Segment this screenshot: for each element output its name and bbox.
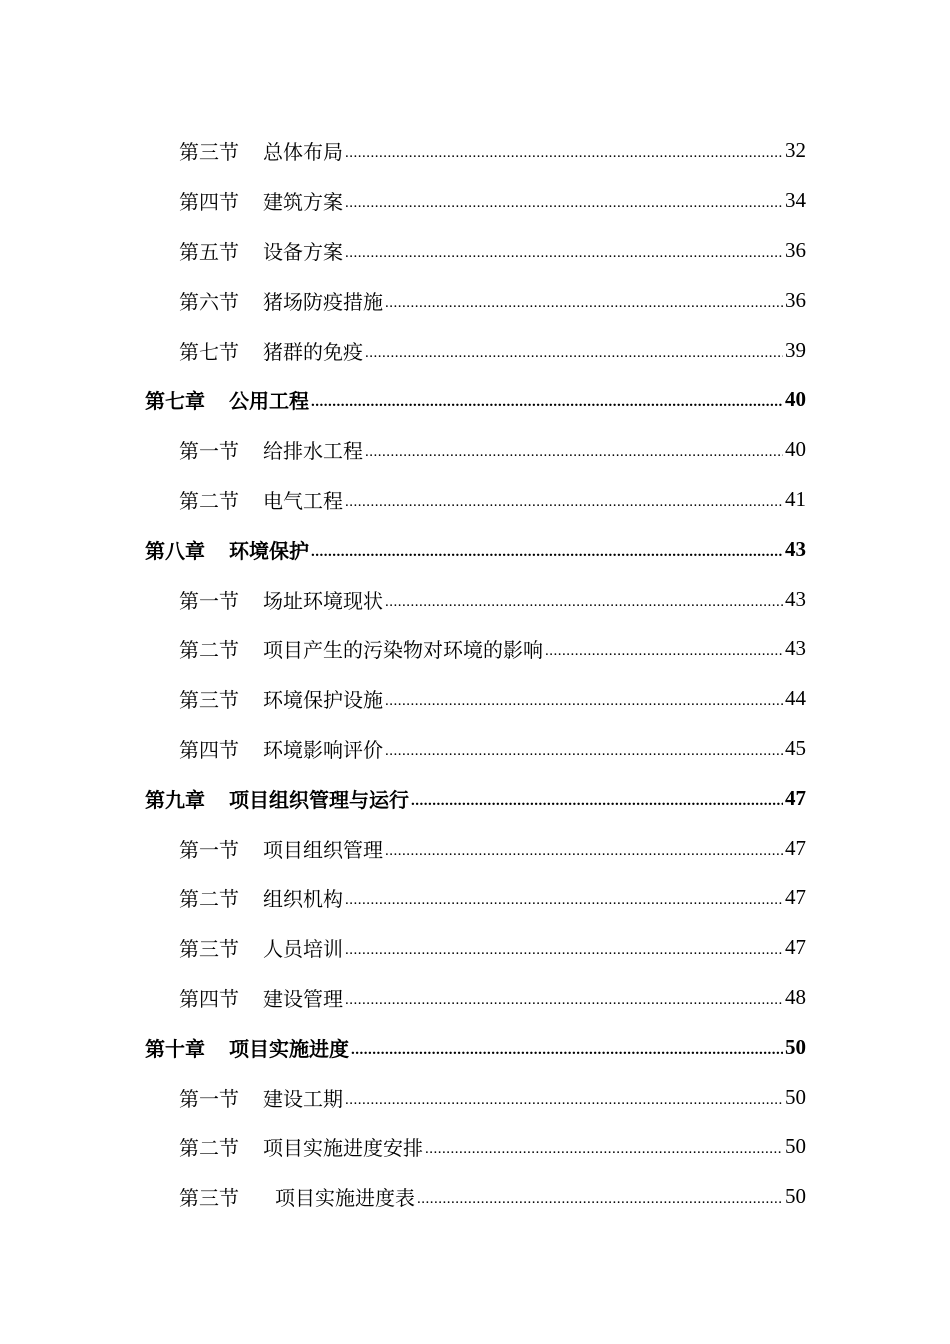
table-of-contents — [0, 126, 950, 1222]
toc-page-number: 50 — [785, 1134, 806, 1159]
toc-number: 第八章 — [145, 538, 205, 563]
toc-page-number: 47 — [785, 885, 806, 910]
toc-entry[interactable] — [0, 923, 806, 973]
toc-chapter-entry[interactable] — [0, 375, 806, 425]
toc-entry[interactable] — [0, 126, 806, 176]
toc-entry[interactable] — [0, 176, 806, 226]
toc-page-number: 40 — [785, 387, 806, 412]
toc-number: 第二节 — [179, 638, 239, 663]
toc-page-number: 50 — [785, 1084, 806, 1109]
toc-number: 第四节 — [179, 737, 239, 762]
dot-leader — [345, 245, 783, 262]
toc-title: 项目实施进度安排 — [263, 1136, 423, 1161]
toc-title: 电气工程 — [263, 488, 343, 513]
toc-page-number: 47 — [785, 835, 806, 860]
toc-page-number: 43 — [785, 636, 806, 661]
toc-number: 第四节 — [179, 190, 239, 215]
toc-entry[interactable] — [0, 973, 806, 1023]
toc-entry[interactable] — [0, 674, 806, 724]
toc-entry[interactable] — [0, 724, 806, 774]
toc-number: 第一节 — [179, 1086, 239, 1111]
dot-leader — [311, 544, 783, 561]
toc-title: 总体布局 — [263, 140, 343, 165]
toc-title: 建设工期 — [263, 1086, 343, 1111]
dot-leader — [385, 743, 783, 760]
toc-chapter-entry[interactable] — [0, 1022, 806, 1072]
toc-title: 组织机构 — [263, 887, 343, 912]
dot-leader — [345, 942, 783, 959]
dot-leader — [417, 1191, 783, 1208]
toc-number: 第一节 — [179, 837, 239, 862]
toc-number: 第七章 — [145, 389, 205, 414]
dot-leader — [311, 394, 783, 411]
toc-entry[interactable] — [0, 574, 806, 624]
toc-page-number: 48 — [785, 984, 806, 1009]
dot-leader — [345, 195, 783, 212]
dot-leader — [345, 494, 783, 511]
toc-title: 项目组织管理与运行 — [229, 787, 409, 812]
toc-number: 第七节 — [179, 339, 239, 364]
toc-number: 第四节 — [179, 986, 239, 1011]
toc-number: 第三节 — [179, 140, 239, 165]
toc-title: 人员培训 — [263, 937, 343, 962]
toc-title: 项目实施进度 — [229, 1036, 349, 1061]
toc-number: 第三节 — [179, 688, 239, 713]
toc-title: 公用工程 — [229, 389, 309, 414]
toc-title: 环境影响评价 — [263, 737, 383, 762]
toc-title: 环境保护 — [229, 538, 309, 563]
toc-title: 猪场防疫措施 — [263, 289, 383, 314]
dot-leader — [345, 992, 783, 1009]
toc-title: 项目产生的污染物对环境的影响 — [263, 638, 543, 663]
toc-title: 给排水工程 — [263, 439, 363, 464]
toc-page-number: 44 — [785, 686, 806, 711]
toc-number: 第一节 — [179, 588, 239, 613]
toc-entry[interactable] — [0, 1072, 806, 1122]
toc-entry[interactable] — [0, 1172, 806, 1222]
toc-page-number: 41 — [785, 486, 806, 511]
toc-page-number: 39 — [785, 337, 806, 362]
dot-leader — [345, 892, 783, 909]
toc-entry[interactable] — [0, 425, 806, 475]
dot-leader — [411, 793, 783, 810]
toc-entry[interactable] — [0, 275, 806, 325]
toc-page-number: 50 — [785, 1184, 806, 1209]
toc-page-number: 32 — [785, 138, 806, 163]
toc-page-number: 43 — [785, 586, 806, 611]
toc-page-number: 43 — [785, 536, 806, 561]
toc-title: 环境保护设施 — [263, 688, 383, 713]
toc-title: 建设管理 — [263, 986, 343, 1011]
toc-page-number: 45 — [785, 735, 806, 760]
dot-leader — [365, 345, 783, 362]
toc-entry[interactable] — [0, 823, 806, 873]
dot-leader — [345, 1092, 783, 1109]
toc-number: 第十章 — [145, 1036, 205, 1061]
toc-page-number: 36 — [785, 237, 806, 262]
toc-number: 第三节 — [179, 937, 239, 962]
toc-chapter-entry[interactable] — [0, 773, 806, 823]
toc-title: 场址环境现状 — [263, 588, 383, 613]
toc-title: 项目实施进度表 — [275, 1186, 415, 1211]
toc-number: 第五节 — [179, 239, 239, 264]
toc-page-number: 34 — [785, 188, 806, 213]
toc-number: 第一节 — [179, 439, 239, 464]
dot-leader — [545, 643, 783, 660]
toc-title: 设备方案 — [263, 239, 343, 264]
toc-number: 第九章 — [145, 787, 205, 812]
toc-page-number: 40 — [785, 437, 806, 462]
toc-chapter-entry[interactable] — [0, 524, 806, 574]
toc-title: 建筑方案 — [263, 190, 343, 215]
dot-leader — [385, 693, 783, 710]
toc-page-number: 47 — [785, 935, 806, 960]
dot-leader — [351, 1042, 783, 1059]
toc-page-number: 47 — [785, 785, 806, 810]
toc-entry[interactable] — [0, 475, 806, 525]
toc-number: 第三节 — [179, 1186, 239, 1211]
toc-number: 第二节 — [179, 887, 239, 912]
dot-leader — [365, 444, 783, 461]
dot-leader — [385, 295, 783, 312]
toc-number: 第二节 — [179, 1136, 239, 1161]
toc-page-number: 36 — [785, 287, 806, 312]
toc-entry[interactable] — [0, 325, 806, 375]
toc-number: 第六节 — [179, 289, 239, 314]
dot-leader — [385, 843, 783, 860]
toc-entry[interactable] — [0, 624, 806, 674]
toc-entry[interactable] — [0, 226, 806, 276]
toc-entry[interactable] — [0, 873, 806, 923]
toc-page-number: 50 — [785, 1034, 806, 1059]
toc-number: 第二节 — [179, 488, 239, 513]
dot-leader — [425, 1141, 783, 1158]
dot-leader — [385, 594, 783, 611]
toc-title: 项目组织管理 — [263, 837, 383, 862]
dot-leader — [345, 145, 783, 162]
toc-entry[interactable] — [0, 1122, 806, 1172]
toc-title: 猪群的免疫 — [263, 339, 363, 364]
